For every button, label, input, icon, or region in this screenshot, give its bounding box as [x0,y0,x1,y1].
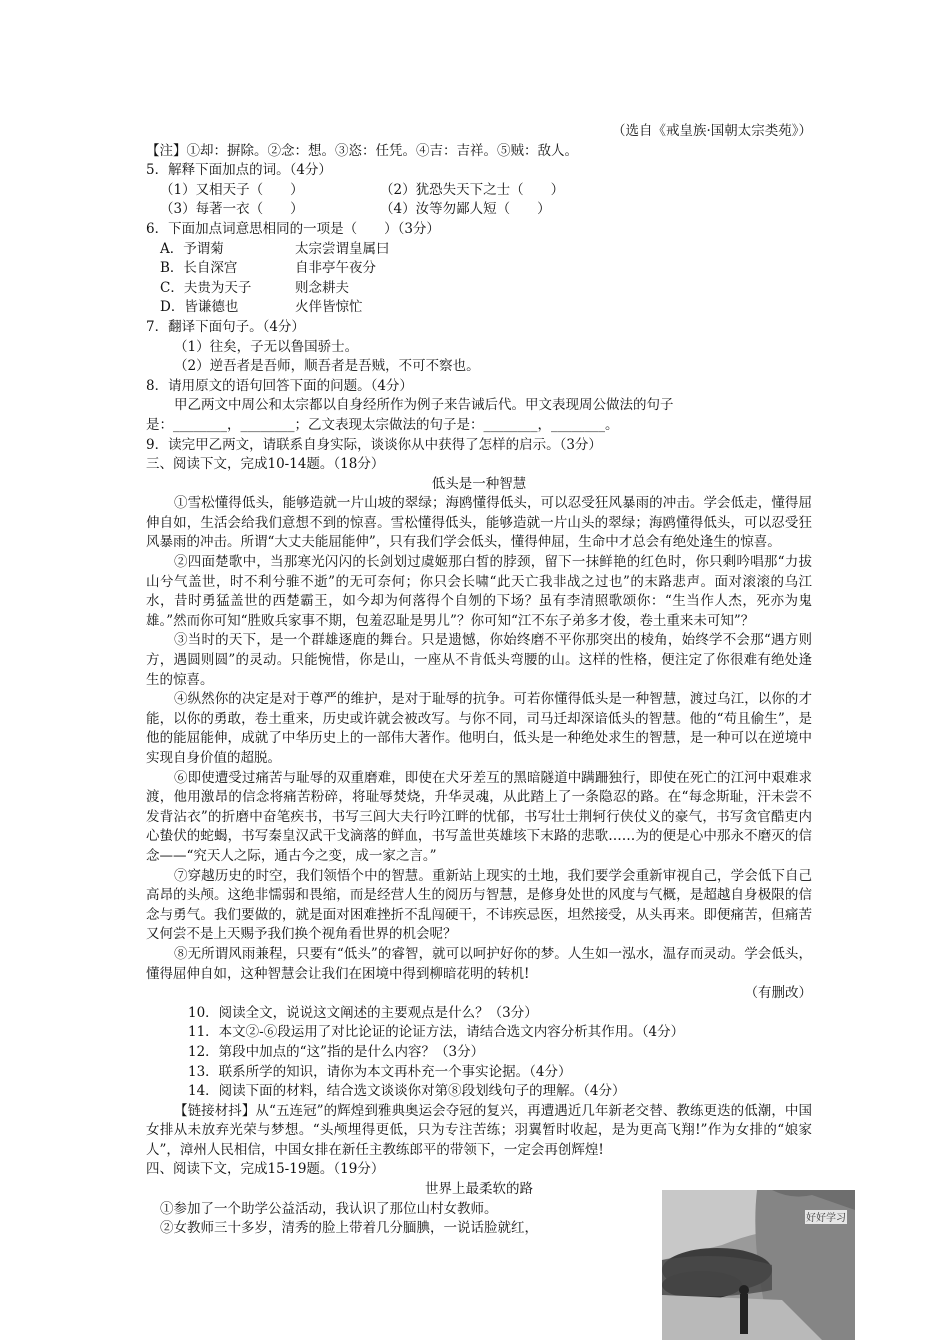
classroom-photo-drawing [662,1190,855,1340]
question-14: 14．阅读下面的材料，结合选文谈谈你对第⑧段划线句子的理解。（4分） [188,1083,626,1100]
question-7-title: 7．翻译下面句子。（4分） [146,318,305,335]
article-1-paragraph: ⑥即使遭受过痛苦与耻辱的双重磨难，即使在犬牙差互的黑暗隧道中蹒跚独行，即使在死亡的江河中艰难求渡，他用激昂的信念将痛苦粉碎，将耻辱焚烧，升华灵魂，从此踏上了一条隐忍的路。在“每念斯耻，汗未尝不发背沾衣”的折磨中奋笔疾书，书写三闾大夫行吟江畔的忧郁，书写壮士荆轲行侠仗义的豪气，书写贪官酷吏内心蛰伏的蛇蝎，书写秦皇汉武干戈滴落的鲜血，书写盖世英雄垓下末路的悲歌……为的便是心中那永不磨灭的信念——“究天人之际，通古今之变，成一家之言。” [146,769,812,864]
q8-line-2: 是：________，________；乙文表现太宗做法的句子是：________，________。 [146,416,619,433]
article-1-paragraph: ①雪松懂得低头，能够造就一片山坡的翠绿；海鸥懂得低头，可以忍受狂风暴雨的冲击。学会低走，懂得屈伸自如，生活会给我们意想不到的惊喜。雪松懂得低头，能够造就一片山头的翠绿；海鸥懂得低头，可以忍受狂风暴雨的冲击。所谓“大丈夫能屈能伸”，只有我们学会低头，懂得伸屈，生命中才总会有绝处逢生的惊喜。 [146,495,812,551]
article-1-title: 低头是一种智慧 [431,475,527,492]
q5-item: （2）犹恐失天下之士（ ） [380,181,565,198]
question-9: 9．读完甲乙两文，请联系自身实际，谈谈你从中获得了怎样的启示。（3分） [146,436,602,453]
q6-option-b: 自非亭午夜分 [295,260,376,277]
q6-option-a: A．予谓菊 [160,240,224,257]
q6-option-a: C．夫贵为天子 [160,279,252,296]
question-5-row-2 [146,200,812,220]
article-1-paragraph: ③当时的天下，是一个群雄逐鹿的舞台。只是遗憾，你始终磨不平你那突出的棱角，始终学不会那“遇方则方，遇圆则圆”的灵动。只能惋惜，你是山，一座从不肯低头弯腰的山。这样的性格，便注定了你很难有绝处逢生的惊喜。 [146,632,812,688]
article-1-paragraph: ⑦穿越历史的时空，我们领悟个中的智慧。重新站上现实的土地，我们要学会重新审视自己，学会低下自己高昂的头颅。这绝非懦弱和畏缩，而是经营人生的阅历与智慧，是修身处世的风度与气概，是超越自身极限的信念与勇气。我们要做的，就是面对困难挫折不乱闯硬干，不讳疾忌医，坦然接受，从头再来。即便痛苦，但痛苦又何尝不是上天赐予我们换个视角看世界的机会呢？ [146,867,812,943]
article-2-paragraph: ①参加了一个助学公益活动，我认识了那位山村女教师。 [160,1200,498,1217]
article-2-title: 世界上最柔软的路 [425,1181,533,1198]
source-citation: （选自《戒皇族·国朝太宗类苑》） [611,123,812,139]
q6-option [146,240,812,260]
question-12: 12．第段中加点的“这”指的是什么内容？（3分） [188,1043,485,1060]
q8-line-1: 甲乙两文中周公和太宗都以自身经所作为例子来告诫后代。甲文表现周公做法的句子 [174,397,674,414]
question-13: 13．联系所学的知识，请你为本文再朴充一个事实论据。（4分） [188,1063,572,1080]
q5-item: （3）每著一衣（ ） [160,201,304,218]
article-1-paragraph: ②四面楚歌中，当那寒光闪闪的长剑划过虞姬那白皙的脖颈，留下一抹鲜艳的红色时，你只剩吟唱那“力拔山兮气盖世，时不利兮骓不逝”的无可奈何；你只会长啸“此天亡我非战之过也”的末路悲声。面对滚滚的乌江水，昔时勇猛盖世的西楚霸王，如今却为何落得个自刎的下场？虽有李清照歌颂你：“生当作人杰，死亦为鬼雄。”然而你可知“胜败兵家事不期，包羞忍耻是男儿”？你可知“江不东子弟多才俊，卷土重来未可知”？ [146,554,812,629]
q6-option-a: D．皆谦德也 [160,299,239,316]
exam-page [146,122,812,1239]
q7-item: （2）逆吾者是吾师，顺吾者是吾贼，不可不察也。 [174,358,480,375]
question-8-title: 8．请用原文的语句回答下面的问题。（4分） [146,377,413,394]
section-4-heading: 四、阅读下文，完成15-19题。（19分） [146,1161,385,1178]
q6-option-b: 太宗尝谓皇属曰 [295,240,390,257]
q7-item: （1）往矣，子无以鲁国骄士。 [174,338,359,355]
question-6-title: 6．下面加点词意思相同的一项是（ ）（3分） [146,220,440,237]
q6-option [146,279,812,299]
q6-option [146,259,812,279]
q5-item: （4）汝等勿鄙人短（ ） [380,201,551,218]
article-1-paragraph: ④纵然你的决定是对于尊严的维护，是对于耻辱的抗争。可若你懂得低头是一种智慧，渡过乌江，以你的才能，以你的勇敢，卷土重来，历史或许就会被改写。与你不同，司马迁却深谙低头的智慧。他的“苟且偷生”，是他的能屈能伸，成就了中华历史上的一部伟大著作。他明白，低头是一种绝处求生的智慧，是一种可以在逆境中实现自身价值的超脱。 [146,691,812,766]
article-1-edit-note: （有删改） [744,985,812,1002]
question-10: 10．阅读全文，说说这文阐述的主要观点是什么？（3分） [188,1004,538,1021]
article-2-paragraph: ②女教师三十多岁，清秀的脸上带着几分腼腆，一说话脸就红， [160,1220,538,1237]
q6-option-b: 火伴皆惊忙 [295,299,363,316]
annotation-note: 【注】①却：摒除。②念：想。③恣：任凭。④吉：吉祥。⑤贼：敌人。 [146,142,578,159]
q6-option-a: B．长自深宫 [160,260,238,277]
link-material: 【链接材抖】从“五连冠”的辉煌到雅典奥运会夺冠的复兴，再遭遇近几年新老交替、教练更迭的低潮，中国女排从未放弃光荣与梦想。“头颅埋得更低，只为专注苦练；羽翼暂时收起，是为更高飞翔!”作为女排的“娘家人”，漳州人民相信，中国女排在新任主教练郎平的带领下，一定会再创辉煌! [146,1102,812,1158]
question-5-title: 5．解释下面加点的词。（4分） [146,162,332,179]
question-5-row-1 [146,181,812,201]
article-1-paragraph: ⑧无所谓风雨兼程，只要有“低头”的睿智，就可以呵护好你的梦。人生如一泓水，温存而灵动。学会低头，懂得屈伸自如，这种智慧会让我们在困境中得到柳暗花明的转机! [146,945,812,982]
q6-option [146,298,812,318]
question-11: 11．本文②-⑥段运用了对比论证的论证方法，请结合选文内容分析其作用。（4分） [188,1024,685,1041]
sign-text: 好好学习 [806,1213,846,1224]
q6-option-b: 则念耕夫 [295,279,349,296]
illustration-photo [662,1190,855,1340]
q5-item: （1）又相天子（ ） [160,181,304,198]
section-3-heading: 三、阅读下文，完成10-14题。（18分） [146,456,385,473]
